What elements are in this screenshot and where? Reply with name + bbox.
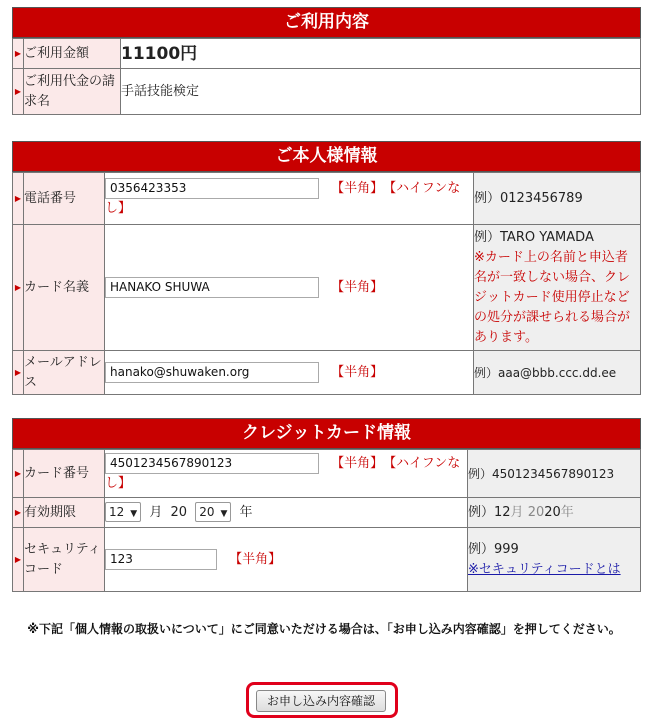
billing-name-value: 手話技能検定 (121, 69, 641, 115)
billing-name-row (13, 69, 641, 115)
card-number-note: 【半角】 【ハイフンなし】 (105, 456, 461, 491)
personal-table (12, 172, 641, 395)
consent-notice: ※下記「個人情報の取扱いについて」にご同意いただける場合は、「お申し込み内容確認」を押してください。 (27, 622, 621, 636)
card-name-warning: ※カード上の名前と申込者名が一致しない場合、クレジットカード使用停止などの処分が課せられる場合があります。 (474, 249, 631, 345)
security-cell (105, 528, 468, 592)
arrow-icon: ▶ (13, 39, 24, 69)
card-name-row (13, 225, 641, 351)
card-number-label: カード番号 (24, 450, 105, 498)
card-number-input[interactable]: 4501234567890123 (105, 453, 319, 474)
phone-cell (105, 173, 474, 225)
card-number-row (13, 450, 641, 498)
expiry-label: 有効期限 (24, 498, 105, 528)
expiry-month-select[interactable] (105, 502, 141, 522)
expiry-example (468, 498, 641, 528)
credit-table (12, 449, 641, 592)
email-note: 【半角】 (331, 365, 384, 380)
card-name-example: 例）TARO YAMADA (474, 229, 594, 245)
amount-label: ご利用金額 (24, 39, 121, 69)
security-input[interactable]: 123 (105, 549, 217, 570)
year-unit: 年 (239, 504, 253, 520)
expiry-example-month-unit: 月 (510, 504, 524, 520)
email-cell (105, 351, 474, 395)
phone-input[interactable]: 0356423353 (105, 178, 319, 199)
usage-table (12, 38, 641, 115)
expiry-year-select[interactable] (195, 502, 231, 522)
expiry-example-month: 例）12 (468, 504, 511, 520)
security-example-cell (468, 528, 641, 592)
card-number-cell (105, 450, 468, 498)
arrow-icon: ▶ (13, 450, 24, 498)
usage-section-title: ご利用内容 (12, 7, 641, 38)
credit-section (12, 418, 641, 592)
security-note: 【半角】 (229, 552, 282, 567)
arrow-icon: ▶ (13, 225, 24, 351)
card-name-label: カード名義 (24, 225, 105, 351)
phone-row (13, 173, 641, 225)
expiry-example-year-prefix: 20 (527, 504, 545, 520)
chevron-down-icon: ▼ (130, 509, 138, 520)
email-example: 例）aaa@bbb.ccc.dd.ee (474, 351, 641, 395)
card-name-example-cell (474, 225, 641, 351)
email-input[interactable]: hanako@shuwaken.org (105, 362, 319, 383)
submit-button[interactable]: お申し込み内容確認 (256, 690, 386, 712)
arrow-icon: ▶ (13, 351, 24, 395)
year-prefix: 20 (170, 504, 188, 520)
security-example: 例）999 (468, 541, 519, 557)
credit-section-title: クレジットカード情報 (12, 418, 641, 449)
amount-value: 11100円 (121, 39, 641, 69)
card-name-note: 【半角】 (331, 280, 384, 295)
phone-label: 電話番号 (24, 173, 105, 225)
arrow-icon: ▶ (13, 69, 24, 115)
month-unit: 月 (149, 504, 163, 520)
security-row (13, 528, 641, 592)
expiry-example-year-unit: 年 (560, 504, 574, 520)
billing-name-label: ご利用代金の請求名 (24, 69, 121, 115)
expiry-month-value: 12 (109, 505, 125, 520)
amount-row (13, 39, 641, 69)
phone-note: 【半角】 【ハイフンなし】 (105, 181, 461, 216)
usage-section (12, 7, 641, 115)
arrow-icon: ▶ (13, 498, 24, 528)
submit-button-outline (246, 682, 398, 718)
personal-section (12, 141, 641, 395)
security-label: セキュリティコード (24, 528, 105, 592)
email-label: メールアドレス (24, 351, 105, 395)
expiry-cell (105, 498, 468, 528)
arrow-icon: ▶ (13, 173, 24, 225)
security-code-link[interactable]: ※セキュリティコードとは (468, 561, 621, 577)
expiry-example-year: 20 (544, 504, 561, 520)
card-number-example: 例）4501234567890123 (468, 450, 641, 498)
email-row (13, 351, 641, 395)
arrow-icon: ▶ (13, 528, 24, 592)
personal-section-title: ご本人様情報 (12, 141, 641, 172)
expiry-year-value: 20 (199, 505, 215, 520)
card-name-cell (105, 225, 474, 351)
expiry-row (13, 498, 641, 528)
chevron-down-icon: ▼ (220, 509, 228, 520)
phone-example: 例）0123456789 (474, 173, 641, 225)
card-name-input[interactable]: HANAKO SHUWA (105, 277, 319, 298)
